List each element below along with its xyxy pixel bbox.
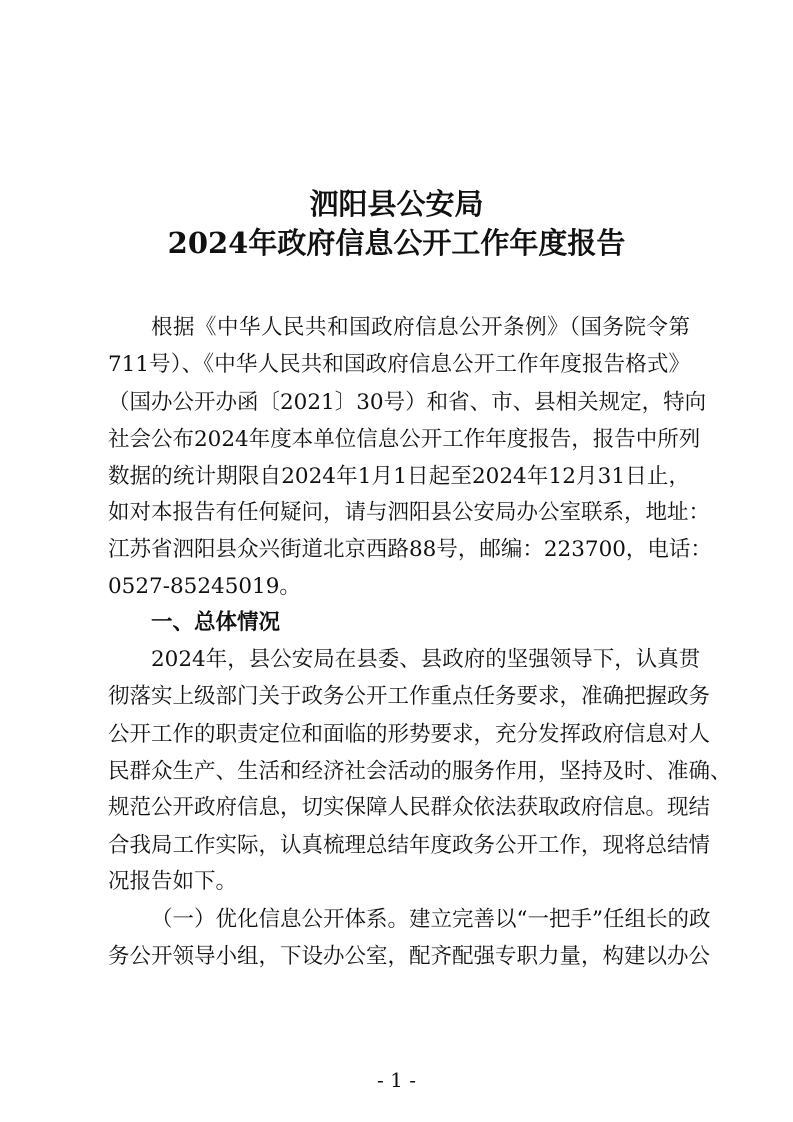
- section-para-line: 规范公开政府信息，切实保障人民群众依法获取政府信息。现结: [108, 795, 711, 820]
- intro-line: （国办公开办函〔2021〕30号）和省、市、县相关规定，特向: [108, 390, 707, 415]
- intro-line: 社会公布2024年度本单位信息公开工作年度报告，报告中所列: [108, 427, 701, 452]
- section-para-line: 2024年，县公安局在县委、县政府的坚强领导下，认真贯: [151, 647, 701, 672]
- document-title-line2: 2024年政府信息公开工作年度报告: [167, 226, 626, 260]
- intro-line: 711号）、《中华人民共和国政府信息公开工作年度报告格式》: [108, 352, 690, 377]
- intro-line: 如对本报告有任何疑问，请与泗阳县公安局办公室联系，地址：: [108, 500, 711, 525]
- intro-line: 0527-85245019。: [108, 574, 301, 599]
- section-para-line: 况报告如下。: [108, 869, 238, 894]
- subsection-para-line: （一）优化信息公开体系。建立完善以“一把手”任组长的政: [151, 907, 711, 932]
- section-para-line: 彻落实上级部门关于政务公开工作重点任务要求，准确把握政务: [108, 684, 711, 709]
- page-number: - 1 -: [377, 1068, 416, 1092]
- subsection-para-line: 务公开领导小组，下设办公室，配齐配强专职力量，构建以办公: [108, 944, 711, 969]
- document-title-line1: 泗阳县公安局: [309, 187, 484, 221]
- section-heading: 一、总体情况: [151, 610, 281, 635]
- intro-line: 根据《中华人民共和国政府信息公开条例》（国务院令第: [151, 315, 690, 340]
- section-para-line: 公开工作的职责定位和面临的形势要求，充分发挥政府信息对人: [108, 722, 711, 747]
- section-para-line: 合我局工作实际，认真梳理总结年度政务公开工作，现将总结情: [108, 833, 711, 858]
- intro-line: 江苏省泗阳县众兴街道北京西路88号，邮编：223700，电话：: [108, 537, 712, 562]
- intro-line: 数据的统计期限自2024年1月1日起至2024年12月31日止，: [108, 464, 690, 489]
- section-para-line: 民群众生产、生活和经济社会活动的服务作用，坚持及时、准确、: [108, 759, 732, 784]
